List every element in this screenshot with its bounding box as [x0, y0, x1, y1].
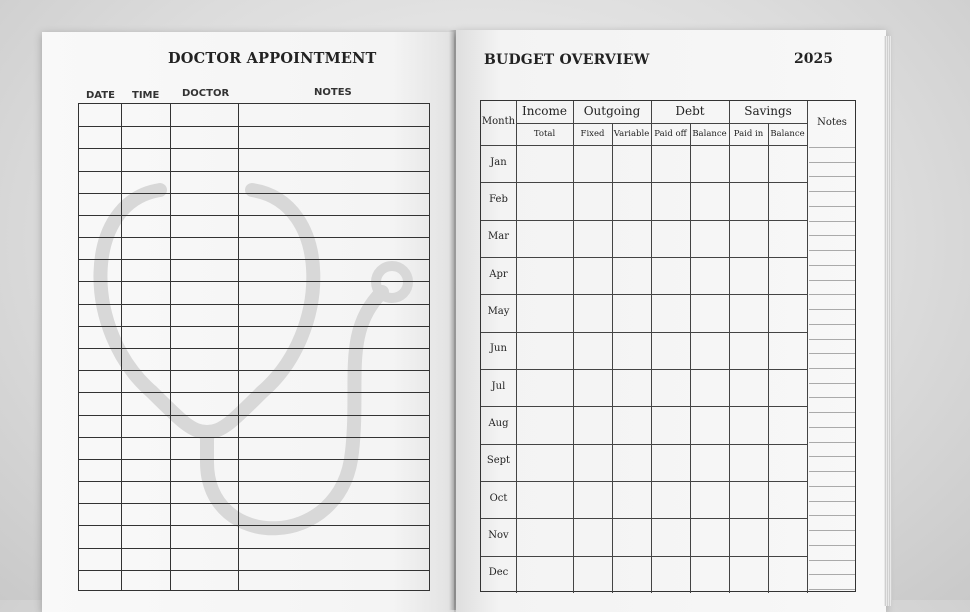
month-label: Nov: [488, 530, 509, 541]
table-row-divider: [79, 237, 429, 238]
notes-writing-line: [809, 235, 855, 236]
year-label: 2025: [794, 51, 833, 67]
notes-writing-line: [809, 501, 855, 502]
notes-writing-line: [809, 397, 855, 398]
notes-writing-line: [809, 456, 855, 457]
sub-header-balance: Balance: [770, 129, 805, 139]
budget-row-divider: [481, 481, 807, 482]
notes-writing-line: [809, 162, 855, 163]
group-header-outgoing: Outgoing: [583, 104, 641, 118]
table-column-divider: [170, 104, 171, 590]
budget-row-divider: [481, 518, 807, 519]
month-label: Sept: [486, 455, 511, 467]
month-label: Apr: [489, 268, 508, 280]
notes-writing-line: [809, 442, 855, 443]
notes-writing-line: [809, 294, 855, 295]
table-row-divider: [79, 171, 429, 172]
table-row-divider: [79, 215, 429, 216]
table-row-divider: [79, 503, 429, 504]
budget-header-underline: [481, 145, 807, 146]
notes-writing-line: [809, 309, 855, 310]
sub-header-paid-off: Paid off: [654, 129, 687, 139]
table-row-divider: [79, 348, 429, 349]
right-page-budget-overview: [456, 30, 886, 612]
month-label: Aug: [488, 418, 509, 429]
table-row-divider: [79, 126, 429, 127]
month-label: Feb: [489, 194, 508, 205]
table-column-divider: [121, 104, 122, 590]
notes-column-header: Notes: [817, 117, 847, 128]
notes-writing-line: [809, 383, 855, 384]
page-stack-edge: [884, 36, 892, 606]
notes-writing-line: [809, 265, 855, 266]
doctor-appointment-table: [78, 103, 430, 591]
table-column-divider: [238, 104, 239, 590]
table-row-divider: [79, 481, 429, 482]
column-header-date: DATE: [86, 90, 115, 101]
month-label: Mar: [488, 231, 509, 243]
notes-writing-line: [809, 368, 855, 369]
notes-writing-line: [809, 545, 855, 546]
budget-group-underline: [516, 123, 807, 124]
table-row-divider: [79, 525, 429, 526]
notes-writing-line: [809, 486, 855, 487]
left-page-doctor-appointment: [42, 32, 454, 612]
notes-writing-line: [809, 250, 855, 251]
group-header-savings: Savings: [744, 104, 792, 118]
notes-writing-line: [809, 339, 855, 340]
table-row-divider: [79, 148, 429, 149]
month-column-header: Month: [481, 116, 516, 127]
sub-header-balance: Balance: [692, 129, 727, 139]
budget-overview-title: BUDGET OVERVIEW: [484, 52, 650, 68]
column-header-notes: NOTES: [314, 87, 352, 98]
budget-row-divider: [481, 556, 807, 557]
budget-column-divider: [768, 123, 769, 593]
budget-row-divider: [481, 406, 807, 407]
table-row-divider: [79, 259, 429, 260]
month-label: Jun: [490, 343, 507, 355]
group-header-income: Income: [522, 104, 567, 118]
sub-header-variable: Variable: [613, 129, 650, 139]
budget-column-divider: [807, 101, 808, 593]
notes-writing-line: [809, 515, 855, 516]
notes-writing-line: [809, 574, 855, 575]
table-row-divider: [79, 459, 429, 460]
sub-header-fixed: Fixed: [580, 129, 605, 139]
table-row-divider: [79, 326, 429, 327]
column-header-doctor: DOCTOR: [182, 88, 230, 99]
table-row-divider: [79, 370, 429, 371]
notes-writing-line: [809, 471, 855, 472]
table-row-divider: [79, 548, 429, 549]
notes-writing-line: [809, 176, 855, 177]
sub-header-total: Total: [533, 129, 556, 139]
notes-writing-line: [809, 427, 855, 428]
notes-writing-line: [809, 324, 855, 325]
budget-row-divider: [481, 182, 807, 183]
budget-row-divider: [481, 220, 807, 221]
notes-writing-line: [809, 560, 855, 561]
month-label: Dec: [488, 567, 509, 579]
table-row-divider: [79, 193, 429, 194]
budget-column-divider: [612, 123, 613, 593]
table-row-divider: [79, 415, 429, 416]
table-row-divider: [79, 304, 429, 305]
budget-row-divider: [481, 332, 807, 333]
month-label: Oct: [489, 492, 508, 504]
sub-header-paid-in: Paid in: [733, 129, 764, 139]
table-row-divider: [79, 570, 429, 571]
column-header-time: TIME: [132, 90, 160, 101]
table-row-divider: [79, 437, 429, 438]
month-label: May: [487, 306, 510, 317]
budget-column-divider: [690, 123, 691, 593]
notes-writing-line: [809, 221, 855, 222]
doctor-appointment-title: DOCTOR APPOINTMENT: [168, 50, 377, 67]
budget-row-divider: [481, 294, 807, 295]
budget-row-divider: [481, 444, 807, 445]
notes-writing-line: [809, 280, 855, 281]
budget-row-divider: [481, 369, 807, 370]
budget-overview-table: [480, 100, 856, 592]
table-row-divider: [79, 392, 429, 393]
notes-writing-line: [809, 191, 855, 192]
notes-writing-line: [809, 206, 855, 207]
group-header-debt: Debt: [675, 104, 705, 118]
notes-writing-line: [809, 353, 855, 354]
notes-writing-line: [809, 147, 855, 148]
budget-row-divider: [481, 257, 807, 258]
month-label: Jan: [490, 156, 507, 168]
notes-writing-line: [809, 530, 855, 531]
month-label: Jul: [491, 380, 506, 392]
notes-writing-line: [809, 412, 855, 413]
table-row-divider: [79, 281, 429, 282]
notes-writing-line: [809, 589, 855, 590]
